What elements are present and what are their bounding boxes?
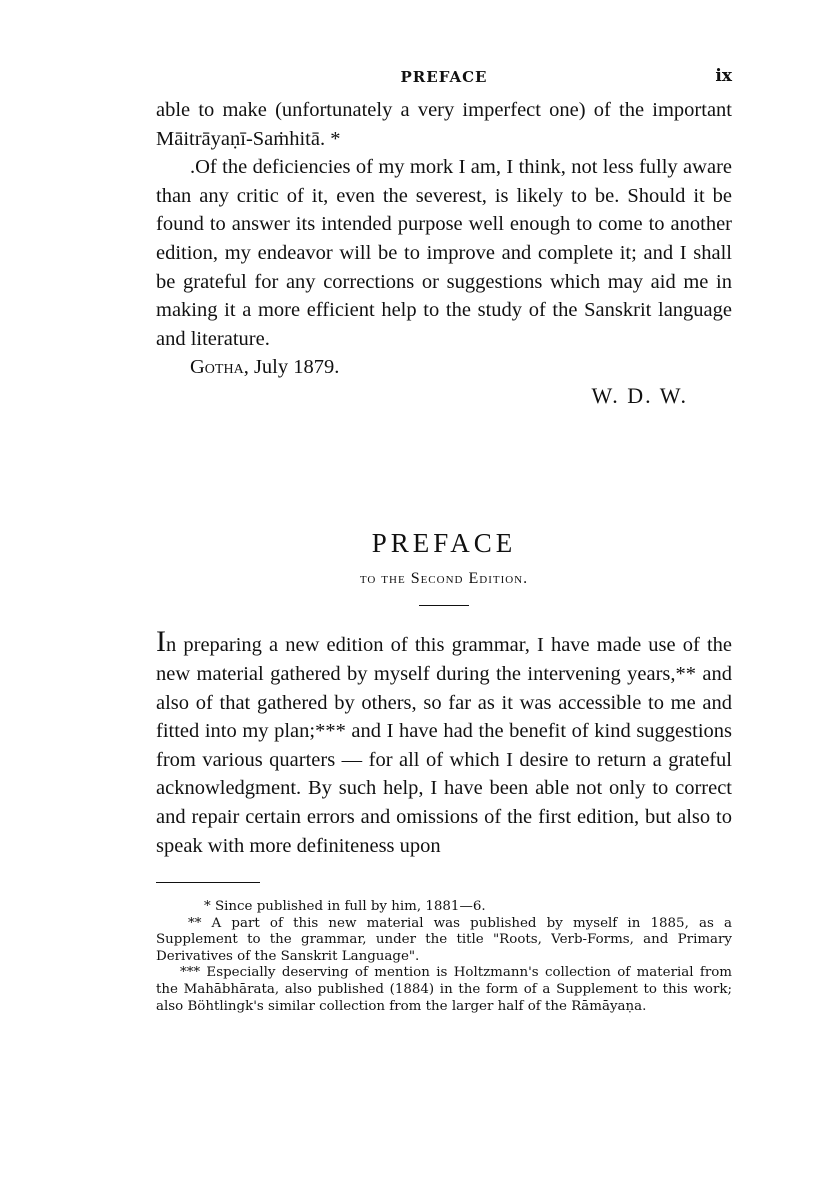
footnote-3: *** Especially deserving of mention is Holtzmann's collection of material from the Mahābhārata, also published (1884) in the form of a Supplement to this work; also Böhtlingk's similar collection from the larger half of the Rāmāyaṇa. (156, 965, 732, 1014)
footnote-rule (156, 882, 260, 883)
footnote-2: ** A part of this new material was published by myself in 1885, as a Supplement to the grammar, under the title "Roots, Verb-Forms, and Primary Derivatives of the Sanskrit Language". (156, 915, 732, 964)
footnotes (156, 899, 732, 1015)
closing-paragraph: .Of the deficiencies of my mork I am, I think, not less fully aware than any critic of it, even the severest, is likely to be. Should it be found to answer its intended purpose well enough to come to another edition, my endeavor will be to improve and complete it; and I shall be grateful for any corrections or suggestions which may aid me in making it a more efficient help to the study of the Sanskrit language and literature. (156, 156, 732, 350)
second-preface-title: PREFACE (371, 528, 517, 559)
page (156, 62, 732, 1015)
date: , July 1879. (243, 356, 340, 379)
initial-letter: I (156, 625, 166, 659)
dateline (156, 353, 732, 381)
second-preface-text: n preparing a new edition of this grammar, I have made use of the new material gathered by myself during the intervening years,** and also of that gathered by others, so far as it was accessible to me and fitted into my plan;*** and I have had the benefit of kind suggestions from various quarters — for all of which I desire to return a grateful acknowledgment. By such help, I have been able not only to correct and repair certain errors and omissions of the first edition, but also to speak with more definiteness upon (156, 634, 732, 857)
page-number: ix (715, 66, 732, 86)
title-rule (419, 605, 469, 606)
signature: W. D. W. (591, 383, 688, 409)
second-preface-paragraph (156, 625, 732, 860)
continuation-paragraph: able to make (unfortunately a very imperfect one) of the important Māitrāyaṇī-Saṁhitā. * (156, 99, 732, 150)
second-preface-subtitle: to the Second Edition. (359, 570, 529, 588)
running-title: PREFACE (400, 68, 488, 86)
footnote-1: * Since published in full by him, 1881—6. (204, 899, 486, 915)
second-preface-body (156, 625, 732, 860)
place: Gotha (190, 356, 244, 379)
running-head (156, 62, 732, 96)
first-preface-ending (156, 96, 732, 411)
